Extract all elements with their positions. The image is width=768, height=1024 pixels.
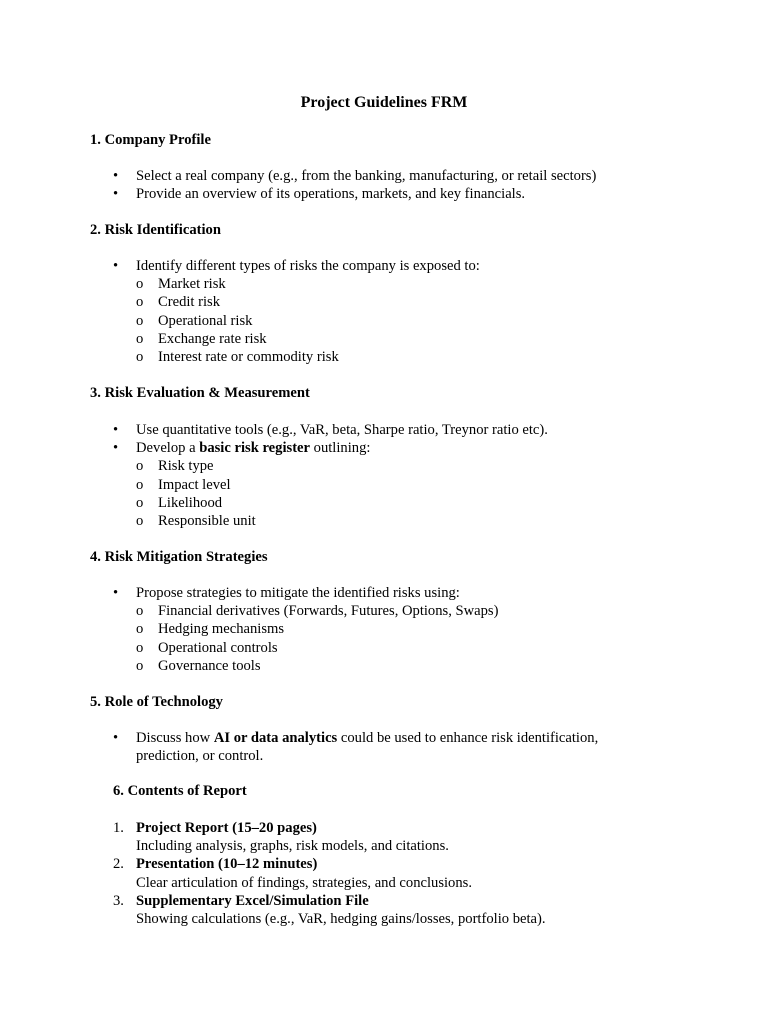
sub-list-item: o Credit risk — [113, 293, 480, 311]
list-item: • Provide an overview of its operations, markets, and key financials. — [113, 185, 596, 203]
list-item: • Select a real company (e.g., from the banking, manufacturing, or retail sectors) — [113, 167, 596, 185]
company-profile-list — [113, 167, 596, 203]
list-item-pre: Discuss how — [136, 730, 214, 746]
list-item-bold: AI or data analytics — [213, 730, 338, 746]
list-item-bold: basic risk register — [199, 440, 311, 457]
section-heading-risk-mitigation: 4. Risk Mitigation Strategies — [90, 549, 268, 565]
item-description: Showing calculations (e.g., VaR, hedging gains/losses, portfolio beta). — [136, 911, 546, 928]
sub-list-item: o Exchange rate risk — [113, 330, 480, 348]
sub-list-item: o Impact level — [113, 476, 548, 494]
risk-types-sublist — [113, 275, 480, 366]
list-item-post: outlining: — [310, 440, 371, 457]
report-contents-list — [113, 819, 546, 928]
list-item-text: Identify different types of risks the company is exposed to: — [136, 258, 480, 274]
section-heading-risk-identification: 2. Risk Identification — [90, 222, 221, 238]
sub-list-item: o Market risk — [113, 275, 480, 293]
numbered-item — [113, 819, 546, 855]
list-item-pre: Develop a — [136, 440, 200, 457]
list-item-post: could be used to enhance risk identification, prediction, or control. — [136, 730, 599, 765]
sub-list-item: o Risk type — [113, 457, 548, 475]
sub-list-item: o Operational controls — [113, 639, 498, 657]
sub-list-item: o Likelihood — [113, 494, 548, 512]
sub-list-item: o Operational risk — [113, 312, 480, 330]
sub-list-item: o Responsible unit — [113, 512, 548, 530]
list-item — [113, 584, 498, 675]
sub-list-item: o Hedging mechanisms — [113, 620, 498, 638]
risk-identification-list — [113, 257, 480, 366]
item-title: Supplementary Excel/Simulation File — [136, 892, 369, 909]
list-item — [113, 257, 480, 366]
list-item — [113, 729, 626, 765]
item-number: 2. — [113, 856, 124, 873]
section-heading-company-profile: 1. Company Profile — [90, 132, 211, 148]
list-item-text: Propose strategies to mitigate the identified risks using: — [136, 585, 460, 601]
item-title: Presentation (10–12 minutes) — [136, 856, 318, 873]
section-heading-contents-of-report: 6. Contents of Report — [113, 783, 247, 799]
section-heading-role-of-technology: 5. Role of Technology — [90, 694, 223, 710]
technology-list — [113, 729, 626, 765]
item-number: 1. — [113, 820, 124, 836]
numbered-item — [113, 892, 546, 928]
risk-mitigation-list — [113, 584, 498, 675]
item-title: Project Report (15–20 pages) — [136, 820, 317, 836]
item-description: Including analysis, graphs, risk models, and citations. — [136, 838, 449, 855]
list-item: • Use quantitative tools (e.g., VaR, beta, Sharpe ratio, Treynor ratio etc). — [113, 421, 548, 439]
sub-list-item: o Interest rate or commodity risk — [113, 348, 480, 366]
risk-register-sublist — [113, 457, 548, 530]
numbered-item — [113, 855, 546, 891]
item-number: 3. — [113, 892, 124, 909]
item-description: Clear articulation of findings, strategies, and conclusions. — [136, 874, 472, 891]
mitigation-tools-sublist — [113, 602, 498, 675]
list-item — [113, 439, 548, 530]
risk-evaluation-list — [113, 421, 548, 530]
section-heading-risk-evaluation: 3. Risk Evaluation & Measurement — [90, 385, 310, 401]
document-title: Project Guidelines FRM — [300, 94, 468, 111]
sub-list-item: o Financial derivatives (Forwards, Futures, Options, Swaps) — [113, 602, 498, 620]
sub-list-item: o Governance tools — [113, 657, 498, 675]
